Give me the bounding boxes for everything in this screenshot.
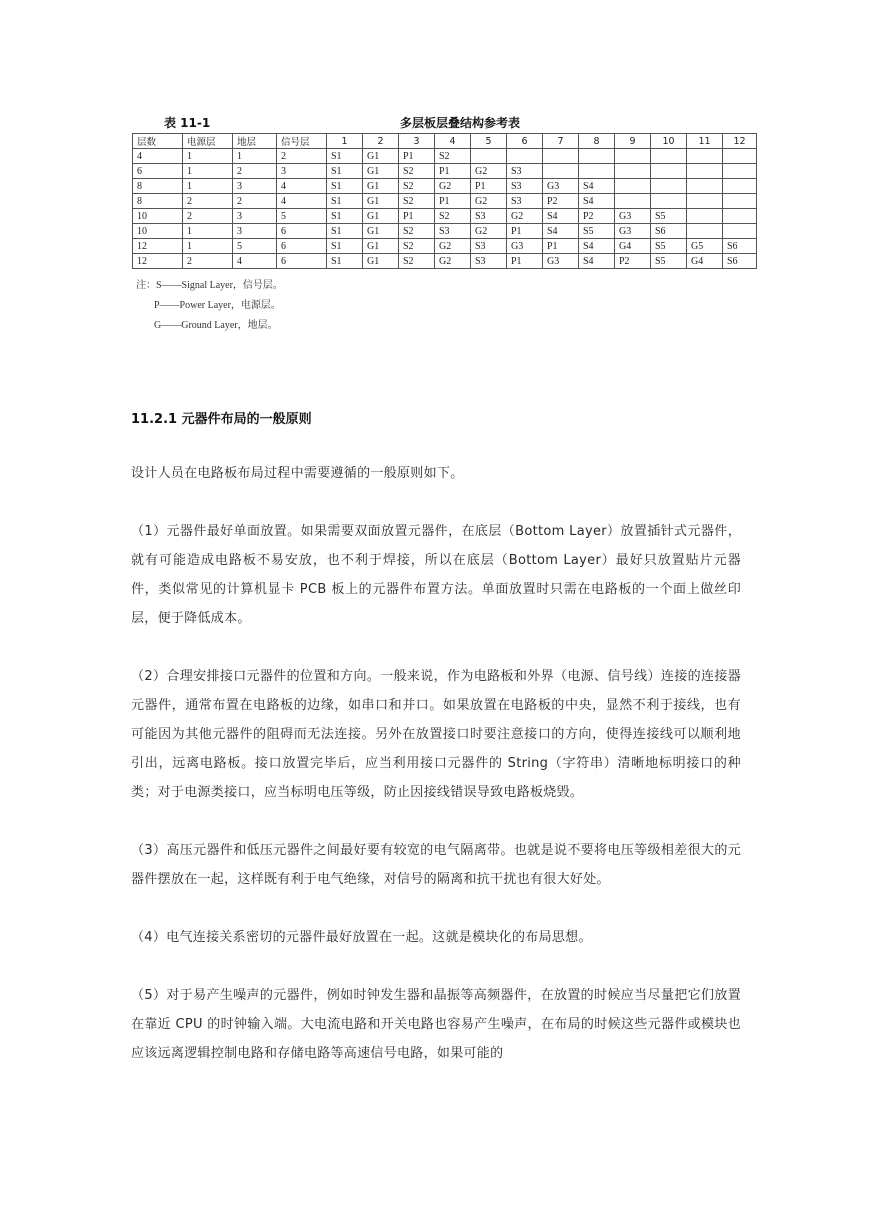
- table-cell: 10: [133, 209, 183, 224]
- table-cell: G1: [363, 194, 399, 209]
- table-cell: 6: [277, 224, 327, 239]
- table-cell: P1: [507, 224, 543, 239]
- table-cell: 2: [183, 209, 233, 224]
- table-cell: G1: [363, 149, 399, 164]
- table-cell: G2: [435, 239, 471, 254]
- column-header: 6: [507, 134, 543, 149]
- table-cell: P1: [543, 239, 579, 254]
- table-cell: G4: [615, 239, 651, 254]
- table-notes: [136, 276, 742, 336]
- table-cell: S2: [435, 209, 471, 224]
- table-cell: [687, 224, 723, 239]
- table-row: [133, 209, 757, 224]
- paragraph: （3）高压元器件和低压元器件之间最好要有较宽的电气隔离带。也就是说不要将电压等级相差很大的元器件摆放在一起，这样既有利于电气绝缘，对信号的隔离和抗干扰也有很大好处。: [131, 843, 741, 887]
- table-cell: [723, 209, 757, 224]
- paragraph: （5）对于易产生噪声的元器件，例如时钟发生器和晶振等高频器件，在放置的时候应当尽量把它们放置在靠近 CPU 的时钟输入端。大电流电路和开关电路也容易产生噪声，在布局的时候这些元器件或模块也应该远离逻辑控制电路和存储电路等高速信号电路，如果可能的: [131, 988, 741, 1061]
- paragraph: （2）合理安排接口元器件的位置和方向。一般来说，作为电路板和外界（电源、信号线）连接的连接器元器件，通常布置在电路板的边缘，如串口和并口。如果放置在电路板的中央，显然不利于接线，也有可能因为其他元器件的阻碍而无法连接。另外在放置接口时要注意接口的方向，使得连接线可以顺利地引出，远离电路板。接口放置完毕后，应当利用接口元器件的 String（字符串）清晰地标明接口的种类；对于电源类接口，应当标明电压等级，防止因接线错误导致电路板烧毁。: [131, 669, 741, 800]
- table-cell: 6: [277, 254, 327, 269]
- table-cell: P2: [579, 209, 615, 224]
- table-cell: S2: [399, 239, 435, 254]
- table-cell: 2: [233, 164, 277, 179]
- table-cell: [651, 149, 687, 164]
- table-row: [133, 239, 757, 254]
- table-cell: [579, 164, 615, 179]
- table-cell: G2: [471, 164, 507, 179]
- table-cell: S3: [507, 164, 543, 179]
- table-cell: S4: [543, 209, 579, 224]
- table-cell: S6: [723, 239, 757, 254]
- column-header: 1: [327, 134, 363, 149]
- table-cell: S1: [327, 149, 363, 164]
- column-header: 3: [399, 134, 435, 149]
- table-cell: 4: [133, 149, 183, 164]
- table-cell: G2: [471, 194, 507, 209]
- column-header: 7: [543, 134, 579, 149]
- table-cell: S5: [651, 254, 687, 269]
- table-cell: S1: [327, 194, 363, 209]
- table-cell: [651, 164, 687, 179]
- table-cell: S3: [471, 209, 507, 224]
- table-cell: P1: [435, 164, 471, 179]
- table-cell: G3: [507, 239, 543, 254]
- table-cell: 2: [233, 194, 277, 209]
- column-header: 5: [471, 134, 507, 149]
- table-cell: S3: [471, 239, 507, 254]
- table-cell: P2: [615, 254, 651, 269]
- table-note: G——Ground Layer，地层。: [154, 320, 278, 331]
- table-cell: S4: [579, 239, 615, 254]
- table-cell: S2: [399, 254, 435, 269]
- column-header: 电源层: [183, 134, 233, 149]
- table-cell: S3: [471, 254, 507, 269]
- table-cell: G4: [687, 254, 723, 269]
- table-cell: G2: [471, 224, 507, 239]
- table-cell: [615, 164, 651, 179]
- table-cell: G3: [543, 179, 579, 194]
- column-header: 10: [651, 134, 687, 149]
- table-cell: S3: [435, 224, 471, 239]
- table-cell: S1: [327, 224, 363, 239]
- table-cell: [615, 149, 651, 164]
- table-cell: [687, 179, 723, 194]
- column-header: 9: [615, 134, 651, 149]
- table-cell: [723, 179, 757, 194]
- table-cell: [687, 194, 723, 209]
- table-note: 注：S——Signal Layer，信号层。: [136, 280, 283, 291]
- table-cell: 4: [233, 254, 277, 269]
- table-cell: [507, 149, 543, 164]
- paragraph: 设计人员在电路板布局过程中需要遵循的一般原则如下。: [131, 466, 464, 481]
- table-cell: [723, 224, 757, 239]
- layer-stack-table-figure: [132, 109, 746, 336]
- table-row: [133, 164, 757, 179]
- table-cell: [615, 179, 651, 194]
- table-cell: S2: [435, 149, 471, 164]
- table-cell: S2: [399, 164, 435, 179]
- paragraph: （1）元器件最好单面放置。如果需要双面放置元器件，在底层（Bottom Layer）放置插针式元器件，就有可能造成电路板不易安放，也不利于焊接，所以在底层（Bottom Layer）最好只放置贴片元器件，类似常见的计算机显卡 PCB 板上的元器件布置方法。单面放置时只需在电路板的一个面上做丝印层，便于降低成本。: [131, 524, 741, 626]
- table-cell: G3: [543, 254, 579, 269]
- table-cell: S4: [579, 194, 615, 209]
- table-cell: 6: [277, 239, 327, 254]
- table-cell: G1: [363, 179, 399, 194]
- column-header: 8: [579, 134, 615, 149]
- table-cell: P1: [435, 194, 471, 209]
- table-cell: G3: [615, 224, 651, 239]
- table-cell: 4: [277, 179, 327, 194]
- table-cell: 5: [277, 209, 327, 224]
- table-cell: S1: [327, 254, 363, 269]
- table-cell: [579, 149, 615, 164]
- column-header: 2: [363, 134, 399, 149]
- table-cell: G1: [363, 254, 399, 269]
- table-cell: S1: [327, 164, 363, 179]
- table-cell: P1: [507, 254, 543, 269]
- column-header: 4: [435, 134, 471, 149]
- table-cell: [651, 194, 687, 209]
- table-cell: G2: [435, 179, 471, 194]
- table-cell: 3: [233, 209, 277, 224]
- table-cell: [723, 194, 757, 209]
- column-header: 信号层: [277, 134, 327, 149]
- table-row: [133, 149, 757, 164]
- table-cell: S5: [651, 209, 687, 224]
- table-number: 表 11-1: [164, 116, 211, 130]
- table-cell: S3: [507, 194, 543, 209]
- table-cell: S4: [579, 254, 615, 269]
- table-cell: 1: [183, 179, 233, 194]
- table-cell: G1: [363, 209, 399, 224]
- table-cell: S3: [507, 179, 543, 194]
- table-cell: G1: [363, 164, 399, 179]
- table-cell: S4: [579, 179, 615, 194]
- table-cell: S2: [399, 179, 435, 194]
- table-cell: S6: [651, 224, 687, 239]
- table-cell: P2: [543, 194, 579, 209]
- table-cell: [723, 164, 757, 179]
- column-header: 层数: [133, 134, 183, 149]
- table-row: [133, 179, 757, 194]
- table-cell: 5: [233, 239, 277, 254]
- table-cell: G1: [363, 224, 399, 239]
- section-heading: 11.2.1 元器件布局的一般原则: [131, 412, 312, 427]
- table-cell: S2: [399, 224, 435, 239]
- table-cell: S4: [543, 224, 579, 239]
- table-cell: 2: [183, 254, 233, 269]
- column-header: 12: [723, 134, 757, 149]
- table-cell: G2: [435, 254, 471, 269]
- table-cell: 3: [233, 179, 277, 194]
- table-header: [132, 109, 742, 133]
- table-body: [133, 149, 757, 269]
- table-cell: [687, 209, 723, 224]
- table-cell: [471, 149, 507, 164]
- table-cell: [543, 149, 579, 164]
- table-cell: 1: [183, 239, 233, 254]
- table-row: [133, 254, 757, 269]
- body-text: [131, 459, 741, 1097]
- layer-stack-table: [132, 133, 757, 269]
- table-cell: 8: [133, 179, 183, 194]
- table-cell: S2: [399, 194, 435, 209]
- table-cell: 12: [133, 254, 183, 269]
- table-cell: 1: [233, 149, 277, 164]
- table-row: [133, 194, 757, 209]
- table-cell: [687, 149, 723, 164]
- table-cell: [651, 179, 687, 194]
- table-cell: S5: [579, 224, 615, 239]
- table-cell: 4: [277, 194, 327, 209]
- table-cell: 1: [183, 149, 233, 164]
- table-cell: 3: [233, 224, 277, 239]
- table-cell: 6: [133, 164, 183, 179]
- table-cell: 8: [133, 194, 183, 209]
- table-cell: S1: [327, 239, 363, 254]
- table-cell: S5: [651, 239, 687, 254]
- paragraph: （4）电气连接关系密切的元器件最好放置在一起。这就是模块化的布局思想。: [131, 930, 592, 945]
- table-cell: S6: [723, 254, 757, 269]
- column-header: 地层: [233, 134, 277, 149]
- table-cell: G5: [687, 239, 723, 254]
- table-cell: G2: [507, 209, 543, 224]
- table-cell: S1: [327, 209, 363, 224]
- table-row: [133, 224, 757, 239]
- table-cell: 12: [133, 239, 183, 254]
- table-cell: [543, 164, 579, 179]
- table-cell: 1: [183, 224, 233, 239]
- column-header: 11: [687, 134, 723, 149]
- table-cell: G3: [615, 209, 651, 224]
- table-cell: 10: [133, 224, 183, 239]
- table-cell: [615, 194, 651, 209]
- table-cell: 3: [277, 164, 327, 179]
- table-cell: P1: [399, 209, 435, 224]
- table-cell: P1: [399, 149, 435, 164]
- table-caption: 多层板层叠结构参考表: [400, 116, 521, 130]
- table-cell: [687, 164, 723, 179]
- table-cell: P1: [471, 179, 507, 194]
- table-cell: [723, 149, 757, 164]
- table-cell: 2: [183, 194, 233, 209]
- table-cell: G1: [363, 239, 399, 254]
- table-cell: 2: [277, 149, 327, 164]
- table-cell: 1: [183, 164, 233, 179]
- table-note: P——Power Layer，电源层。: [154, 300, 281, 311]
- table-cell: S1: [327, 179, 363, 194]
- table-header-row: [133, 134, 757, 149]
